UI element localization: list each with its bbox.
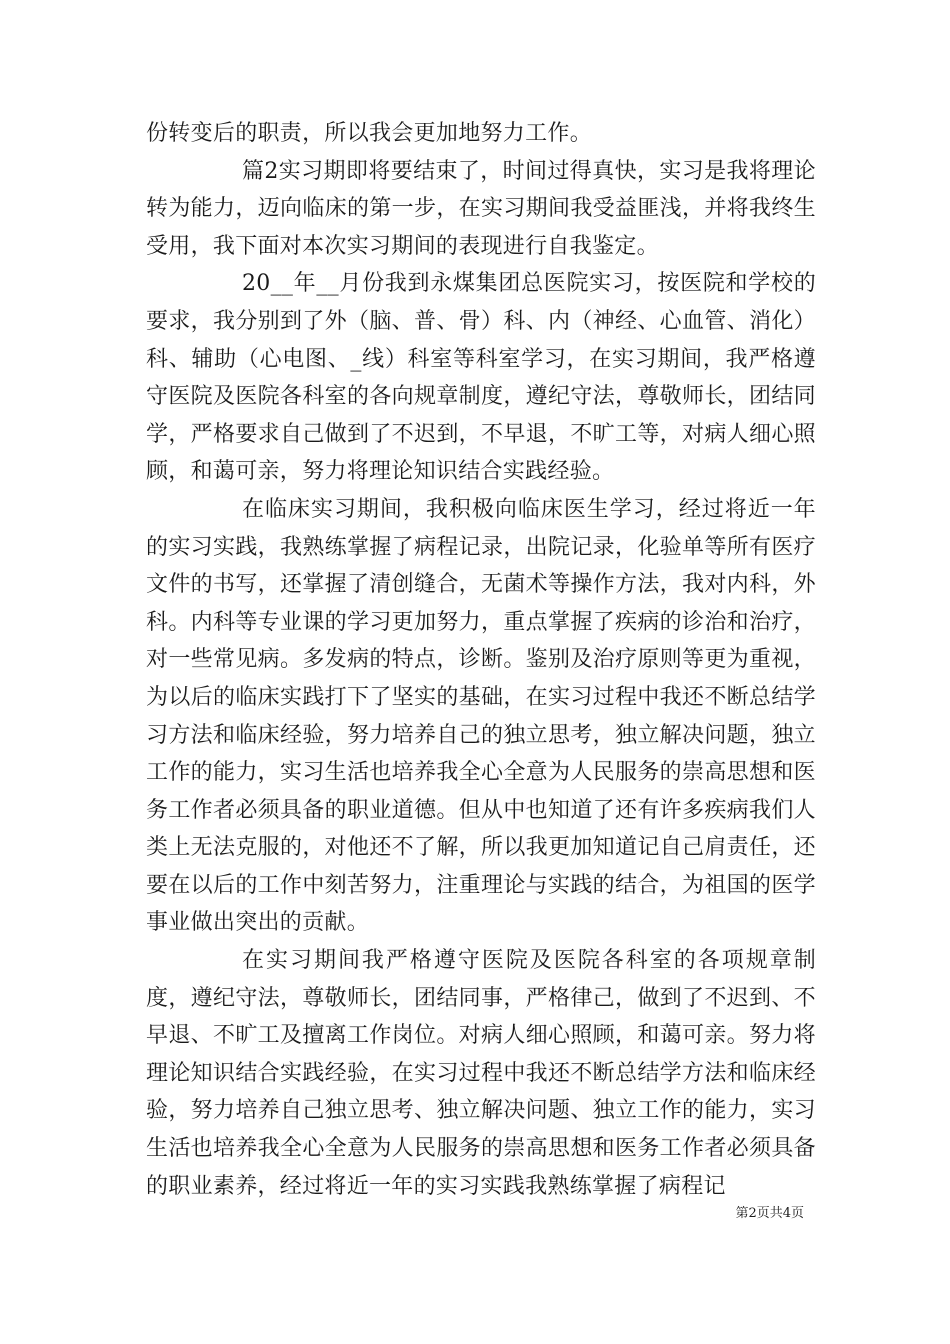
paragraph-1: 份转变后的职责，所以我会更加地努力工作。 (146, 121, 593, 146)
paragraph-4: 在临床实习期间，我积极向临床医生学习，经过将近一年的实习实践，我熟练掌握了病程记录，出院记录，化验单等所有医疗文件的书写，还掌握了清创缝合，无菌术等操作方法，我对内科，外科。内科等专业课的学习更加努力，重点掌握了疾病的诊治和治疗，对一些常见病。多发病的特点，诊断。鉴别及治疗原则等更为重视，为以后的临床实践打下了坚实的基础，在实习过程中我还不断总结学习方法和临床经验，努力培养自己的独立思考，独立解决问题，独立工作的能力，实习生活也培养我全心全意为人民服务的崇高思想和医务工作者必须具备的职业道德。但从中也知道了还有许多疾病我们人类上无法克服的，对他还不了解，所以我更加知道记自己肩责任，还要在以后的工作中刻苦努力，注重理论与实践的结合，为祖国的医学事业做出突出的贡献。 (146, 496, 816, 936)
document-body (146, 115, 816, 1205)
page-number-footer: 第2页共4页 (735, 1206, 804, 1221)
paragraph-3: 20__年__月份我到永煤集团总医院实习，按医院和学校的要求，我分别到了外（脑、普、骨）科、内（神经、心血管、消化）科、辅助（心电图、_线）科室等科室学习，在实习期间，我严格遵守医院及医院各科室的各向规章制度，遵纪守法，尊敬师长，团结同学，严格要求自己做到了不迟到，不早退，不旷工等，对病人细心照顾，和蔼可亲，努力将理论知识结合实践经验。 (146, 271, 816, 485)
paragraph-5: 在实习期间我严格遵守医院及医院各科室的各项规章制度，遵纪守法，尊敬师长，团结同事，严格律己，做到了不迟到、不早退、不旷工及擅离工作岗位。对病人细心照顾，和蔼可亲。努力将理论知识结合实践经验，在实习过程中我还不断总结学方法和临床经验，努力培养自己独立思考、独立解决问题、独立工作的能力，实习生活也培养我全心全意为人民服务的崇高思想和医务工作者必须具备的职业素养，经过将近一年的实习实践我熟练掌握了病程记 (146, 948, 816, 1199)
paragraph-2: 篇2实习期即将要结束了，时间过得真快，实习是我将理论转为能力，迈向临床的第一步，在实习期间我受益匪浅，并将我终生受用，我下面对本次实习期间的表现进行自我鉴定。 (146, 158, 816, 259)
